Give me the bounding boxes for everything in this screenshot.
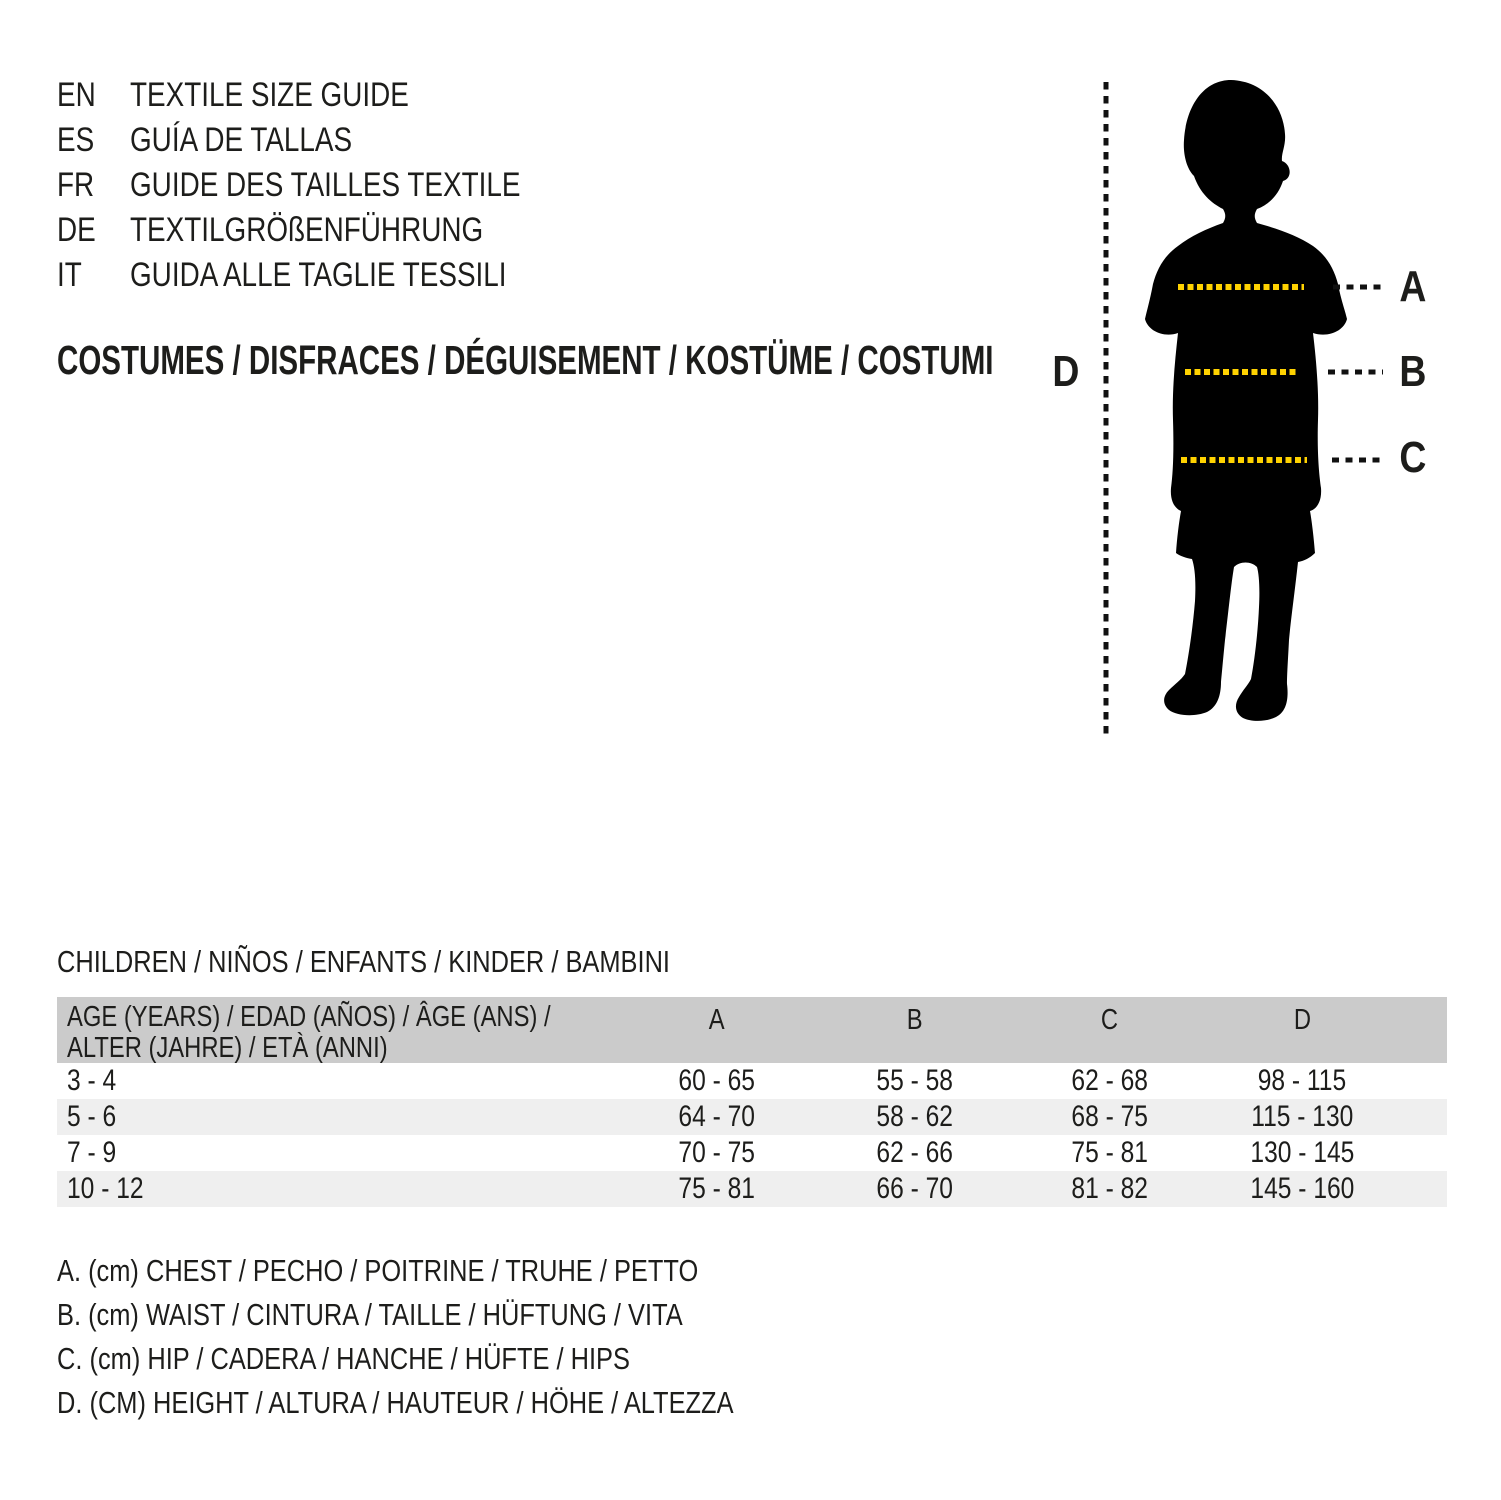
waist-cell: 58 - 62 — [876, 1100, 953, 1133]
height-cell: 98 - 115 — [1257, 1064, 1347, 1097]
height-cell: 145 - 160 — [1250, 1172, 1354, 1205]
children-size-table — [57, 997, 1447, 1207]
waist-cell: 62 - 66 — [876, 1136, 953, 1169]
chest-cell: 60 - 65 — [678, 1064, 756, 1097]
table-row — [57, 1063, 1447, 1099]
chest-cell: 70 - 75 — [678, 1136, 756, 1169]
age-cell: 5 - 6 — [67, 1100, 117, 1133]
legend-item-b: B. (cm) WAIST / CINTURA / TAILLE / HÜFTUNG / VITA — [57, 1297, 683, 1332]
waist-cell: 66 - 70 — [876, 1172, 953, 1205]
table-header-row — [57, 997, 1447, 1063]
language-guide-title: TEXTILGRÖßENFÜHRUNG — [130, 211, 484, 249]
age-cell: 3 - 4 — [67, 1064, 117, 1097]
language-guide-title: TEXTILE SIZE GUIDE — [130, 76, 409, 114]
language-row-fr — [57, 163, 606, 208]
language-guide-title: GUÍA DE TALLAS — [130, 121, 353, 159]
table-row — [57, 1171, 1447, 1207]
language-guide-title: GUIDE DES TAILLES TEXTILE — [130, 166, 521, 204]
age-cell: 7 - 9 — [67, 1136, 117, 1169]
measure-label-a: A — [1399, 262, 1427, 311]
language-code: FR — [57, 166, 95, 204]
chest-cell: 64 - 70 — [678, 1100, 756, 1133]
column-header-b: B — [906, 1004, 923, 1036]
language-row-it — [57, 253, 606, 298]
measurement-legend — [57, 1249, 882, 1425]
column-header-c: C — [1100, 1004, 1119, 1036]
legend-item-d: D. (CM) HEIGHT / ALTURA / HAUTEUR / HÖHE / ALTEZZA — [57, 1385, 734, 1420]
language-row-de — [57, 208, 606, 253]
language-code: EN — [57, 76, 96, 114]
height-cell: 115 - 130 — [1250, 1100, 1354, 1133]
chest-cell: 75 - 81 — [678, 1172, 756, 1205]
language-list — [57, 73, 606, 298]
column-header-a: A — [709, 1004, 725, 1036]
table-row — [57, 1099, 1447, 1135]
measure-label-b: B — [1399, 347, 1427, 396]
age-cell: 10 - 12 — [67, 1172, 144, 1205]
hip-cell: 81 - 82 — [1071, 1172, 1148, 1205]
language-code: IT — [57, 256, 82, 294]
legend-item-c: C. (cm) HIP / CADERA / HANCHE / HÜFTE / HIPS — [57, 1341, 630, 1376]
column-header-d: D — [1293, 1004, 1311, 1036]
language-code: DE — [57, 211, 96, 249]
measure-label-d: D — [1052, 347, 1080, 396]
category-title: COSTUMES / DISFRACES / DÉGUISEMENT / KOSTÜME / COSTUMI — [57, 337, 994, 383]
language-guide-title: GUIDA ALLE TAGLIE TESSILI — [130, 256, 507, 294]
language-row-es — [57, 118, 606, 163]
hip-cell: 68 - 75 — [1071, 1100, 1148, 1133]
hip-cell: 62 - 68 — [1071, 1064, 1148, 1097]
language-row-en — [57, 73, 606, 118]
language-code: ES — [57, 121, 95, 159]
table-row — [57, 1135, 1447, 1171]
waist-cell: 55 - 58 — [876, 1064, 953, 1097]
child-silhouette — [1145, 80, 1347, 721]
children-section-title: CHILDREN / NIÑOS / ENFANTS / KINDER / BAMBINI — [57, 944, 671, 979]
measure-label-c: C — [1399, 433, 1427, 482]
child-silhouette-figure — [1020, 60, 1500, 760]
hip-cell: 75 - 81 — [1071, 1136, 1148, 1169]
legend-item-a: A. (cm) CHEST / PECHO / POITRINE / TRUHE / PETTO — [57, 1253, 699, 1288]
age-column-header: AGE (YEARS) / EDAD (AÑOS) / ÂGE (ANS) / ALTER (JAHRE) / ETÀ (ANNI) — [67, 1001, 551, 1064]
height-cell: 130 - 145 — [1250, 1136, 1354, 1169]
